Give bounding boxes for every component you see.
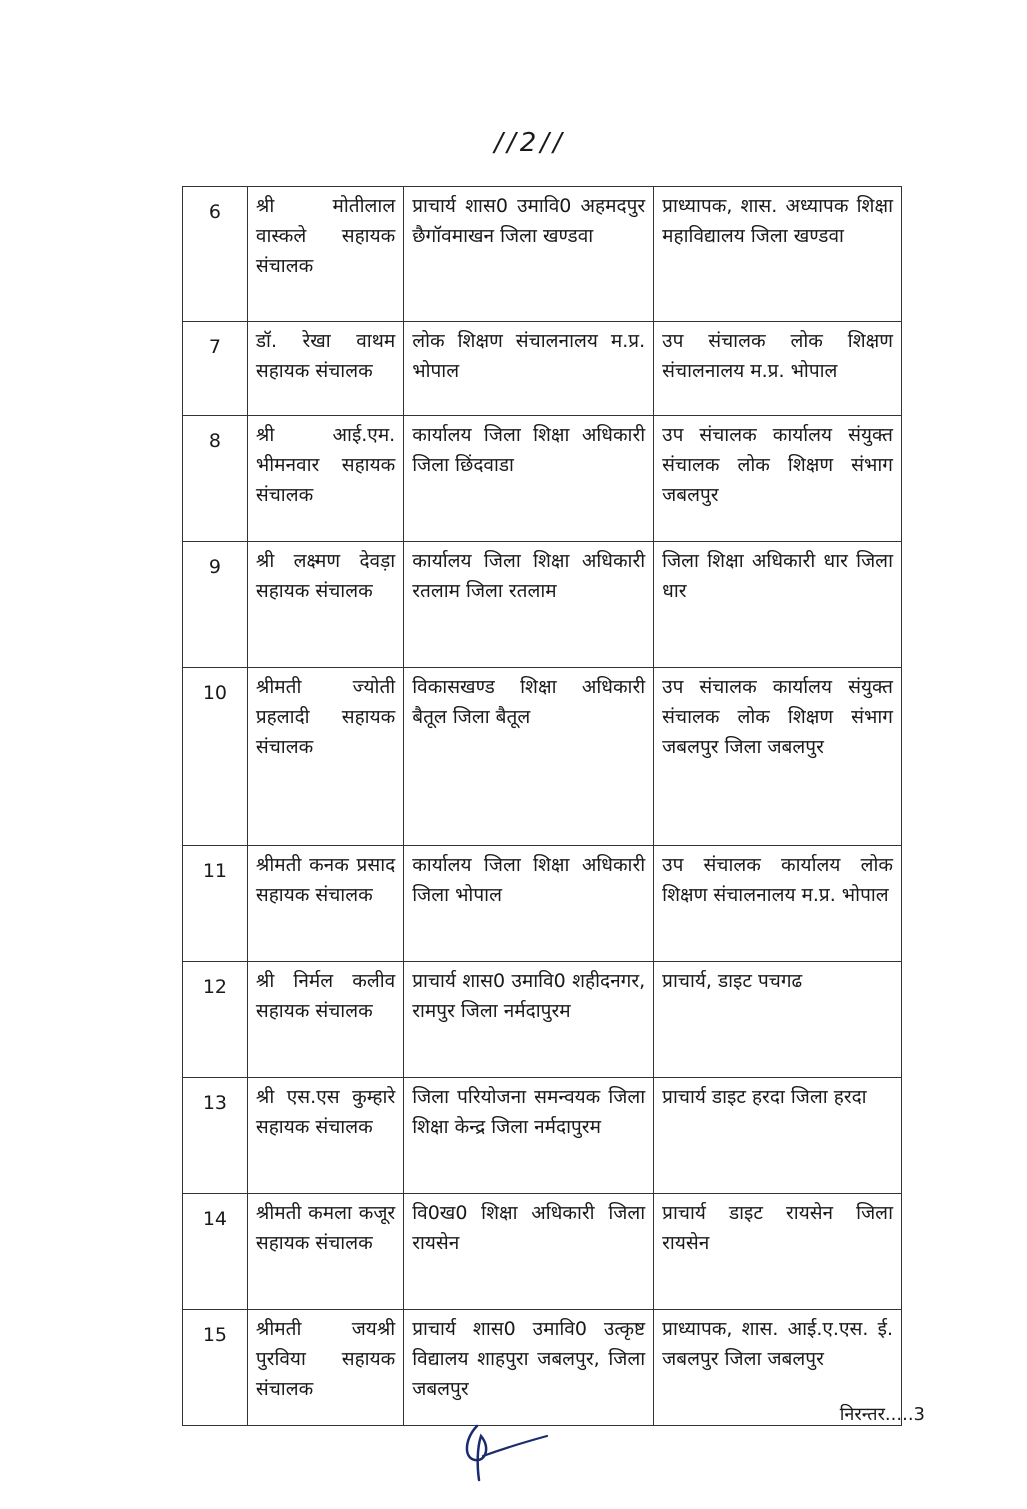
serial-number-cell: 10 — [183, 668, 248, 846]
serial-number-cell: 11 — [183, 846, 248, 962]
table-body — [183, 187, 902, 1426]
serial-number-cell: 12 — [183, 962, 248, 1078]
officer-name-cell: श्रीमती ज्योती प्रहलादी सहायक संचालक — [247, 668, 403, 846]
current-posting-cell: जिला परियोजना समन्वयक जिला शिक्षा केन्द्र जिला नर्मदापुरम — [404, 1078, 654, 1194]
table-row — [183, 1310, 902, 1426]
table-row — [183, 846, 902, 962]
serial-number-cell: 7 — [183, 322, 248, 416]
current-posting-cell: विकासखण्ड शिक्षा अधिकारी बैतूल जिला बैतूल — [404, 668, 654, 846]
new-posting-cell: प्राचार्य, डाइट पचगढ — [654, 962, 902, 1078]
officer-name-cell: श्री निर्मल कलीव सहायक संचालक — [247, 962, 403, 1078]
current-posting-cell: प्राचार्य शास0 उमावि0 उत्कृष्ट विद्यालय शाहपुरा जबलपुर, जिला जबलपुर — [404, 1310, 654, 1426]
signature-mark — [455, 1418, 555, 1488]
transfer-order-table — [182, 186, 902, 1426]
new-posting-cell: प्राध्यापक, शास. अध्यापक शिक्षा महाविद्यालय जिला खण्डवा — [654, 187, 902, 322]
current-posting-cell: वि0ख0 शिक्षा अधिकारी जिला रायसेन — [404, 1194, 654, 1310]
table-row — [183, 1078, 902, 1194]
new-posting-cell: जिला शिक्षा अधिकारी धार जिला धार — [654, 542, 902, 668]
current-posting-cell: प्राचार्य शास0 उमावि0 शहीदनगर, रामपुर जिला नर्मदापुरम — [404, 962, 654, 1078]
continuation-note: निरन्तर.....3 — [839, 1404, 925, 1425]
table-row — [183, 416, 902, 542]
officer-name-cell: श्री आई.एम. भीमनवार सहायक संचालक — [247, 416, 403, 542]
serial-number-cell: 15 — [183, 1310, 248, 1426]
table-row — [183, 668, 902, 846]
current-posting-cell: कार्यालय जिला शिक्षा अधिकारी रतलाम जिला रतलाम — [404, 542, 654, 668]
new-posting-cell: प्राध्यापक, शास. आई.ए.एस. ई. जबलपुर जिला जबलपुर — [654, 1310, 902, 1426]
current-posting-cell: कार्यालय जिला शिक्षा अधिकारी जिला छिंदवाडा — [404, 416, 654, 542]
new-posting-cell: उप संचालक कार्यालय संयुक्त संचालक लोक शिक्षण संभाग जबलपुर — [654, 416, 902, 542]
officer-name-cell: श्री एस.एस कुम्हारे सहायक संचालक — [247, 1078, 403, 1194]
current-posting-cell: कार्यालय जिला शिक्षा अधिकारी जिला भोपाल — [404, 846, 654, 962]
current-posting-cell: प्राचार्य शास0 उमावि0 अहमदपुर छैगॉवमाखन जिला खण्डवा — [404, 187, 654, 322]
serial-number-cell: 8 — [183, 416, 248, 542]
serial-number-cell: 6 — [183, 187, 248, 322]
table-row — [183, 322, 902, 416]
officer-name-cell: श्रीमती कमला कजूर सहायक संचालक — [247, 1194, 403, 1310]
new-posting-cell: उप संचालक लोक शिक्षण संचालनालय म.प्र. भोपाल — [654, 322, 902, 416]
officer-name-cell: श्रीमती कनक प्रसाद सहायक संचालक — [247, 846, 403, 962]
page-number: //2// — [494, 128, 566, 158]
serial-number-cell: 13 — [183, 1078, 248, 1194]
table-row — [183, 187, 902, 322]
officer-name-cell: डॉ. रेखा वाथम सहायक संचालक — [247, 322, 403, 416]
new-posting-cell: प्राचार्य डाइट हरदा जिला हरदा — [654, 1078, 902, 1194]
table-row — [183, 542, 902, 668]
table-row — [183, 1194, 902, 1310]
new-posting-cell: उप संचालक कार्यालय लोक शिक्षण संचालनालय म.प्र. भोपाल — [654, 846, 902, 962]
serial-number-cell: 9 — [183, 542, 248, 668]
new-posting-cell: उप संचालक कार्यालय संयुक्त संचालक लोक शिक्षण संभाग जबलपुर जिला जबलपुर — [654, 668, 902, 846]
officer-name-cell: श्रीमती जयश्री पुरविया सहायक संचालक — [247, 1310, 403, 1426]
new-posting-cell: प्राचार्य डाइट रायसेन जिला रायसेन — [654, 1194, 902, 1310]
officer-name-cell: श्री लक्ष्मण देवड़ा सहायक संचालक — [247, 542, 403, 668]
serial-number-cell: 14 — [183, 1194, 248, 1310]
table-row — [183, 962, 902, 1078]
officer-name-cell: श्री मोतीलाल वास्कले सहायक संचालक — [247, 187, 403, 322]
current-posting-cell: लोक शिक्षण संचालनालय म.प्र. भोपाल — [404, 322, 654, 416]
